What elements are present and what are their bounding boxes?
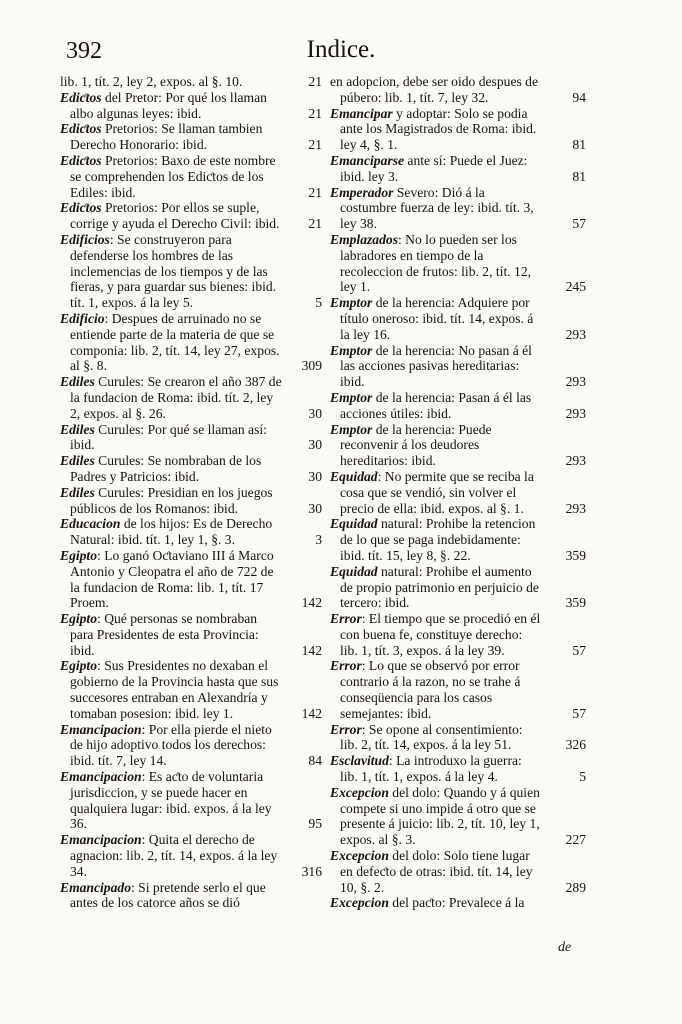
entry-page-ref: 81 (572, 137, 586, 153)
index-entry (60, 880, 322, 912)
entry-text: : El tiempo que se procedió en él con buena fe, constituye derecho: lib. 1, tít. 3, expos. á la ley 39. (340, 611, 541, 658)
entry-page-ref: 21 (308, 184, 322, 200)
entry-text: : Lo ganó Oƈtaviano III á Marco Antonio y Cleopatra el año de 722 de la fundacion de Roma: lib. 1, tít. 17 Proem. (70, 547, 274, 611)
entry-text: Curules: Se crearon el año 387 de la fundacion de Roma: ibid. tít. 2, ley 2, expos. al §. 26. (70, 374, 282, 421)
entry-page-ref: 30 (308, 500, 322, 516)
entry-page-ref: 21 (308, 74, 322, 89)
entry-page-ref: 21 (308, 105, 322, 121)
index-entry (60, 374, 322, 421)
index-entry (60, 516, 322, 548)
entry-page-ref: 142 (301, 642, 322, 658)
entry-page-ref: 142 (301, 595, 322, 611)
index-entry (330, 469, 586, 516)
entry-term: Ediles (60, 421, 95, 437)
index-entry (330, 153, 586, 185)
index-entry (330, 895, 586, 911)
catchword: de (558, 940, 572, 955)
index-entry (60, 90, 322, 122)
entry-text: : No lo pueden ser los labradores en tiempo de la recoleccion de frutos: lib. 2, tít. 12, ley 1. (340, 231, 532, 295)
entry-page-ref: 142 (301, 705, 322, 721)
entry-term: Esclavitud (330, 753, 389, 769)
index-entry (60, 548, 322, 611)
index-entry (330, 722, 586, 754)
index-entry (330, 564, 586, 611)
entry-page-ref: 309 (301, 358, 322, 374)
index-entry (60, 769, 322, 832)
index-entry (330, 295, 586, 342)
entry-page-ref: 293 (565, 405, 586, 421)
entry-page-ref: 30 (308, 468, 322, 484)
entry-text: de la herencia: Pasan á él las acciones útiles: ibid. (340, 389, 532, 421)
entry-page-ref: 316 (301, 863, 322, 879)
entry-term: Error (330, 611, 362, 627)
entry-page-ref: 95 (308, 816, 322, 832)
entry-term: Emplazados (330, 231, 398, 247)
entry-text: : Si pretende serlo el que antes de los catorce años se dió (70, 879, 266, 911)
entry-term: Ediƈtos (60, 152, 102, 168)
index-entry (60, 611, 322, 658)
index-entry (60, 453, 322, 485)
entry-text: natural: Prohibe el aumento de propio patrimonio en perjuicio de tercero: ibid. (340, 563, 539, 611)
entry-page-ref: 289 (565, 879, 586, 895)
entry-term: Emancipado (60, 879, 131, 895)
entry-term: Egipto (60, 547, 98, 563)
entry-text: : No permite que se reciba la cosa que se vendió, sin volver el precio de ella: ibid. expos. al §. 1. (340, 468, 534, 516)
entry-text: Pretorios: Baxo de este nombre se comprehenden los Ediƈtos de los Ediles: ibid. (70, 152, 276, 200)
entry-page-ref: 57 (572, 642, 586, 658)
entry-term: Emptor (330, 389, 373, 405)
entry-term: Egipto (60, 658, 98, 674)
entry-term: Emanciparse (330, 152, 405, 168)
entry-term: Egipto (60, 611, 98, 627)
entry-page-ref: 227 (565, 832, 586, 848)
entry-page-ref: 359 (565, 547, 586, 563)
entry-text: Curules: Se nombraban de los Padres y Patricios: ibid. (70, 453, 262, 484)
entry-page-ref: 94 (572, 89, 586, 105)
index-entry (330, 106, 586, 153)
entry-term: Emancipacion (60, 721, 142, 737)
right-column (330, 74, 586, 911)
entry-text: : Se opone al consentimiento: lib. 2, tít. 14, expos. á la ley 51. (340, 721, 523, 753)
entry-text: del dolo: Quando y á quien compete si uno impide á otro que se presente á juicio: lib. 2, tít. 10, ley 1, expos. al §. 3. (340, 784, 540, 848)
page-title: Indice. (306, 36, 376, 63)
entry-term: Excepcion (330, 784, 389, 800)
entry-text: Curules: Presidian en los juegos públicos de los Romanos: ibid. (70, 484, 273, 516)
entry-text: : Por ella pierde el nieto de hijo adoptivo todos los derechos: ibid. tít. 7, ley 14. (70, 721, 272, 769)
entry-page-ref: 5 (579, 769, 586, 785)
entry-page-ref: 359 (565, 595, 586, 611)
entry-page-ref: 293 (565, 326, 586, 342)
entry-text: en adopcion, debe ser oido despues de púbero: lib. 1, tít. 7, ley 32. (330, 74, 538, 105)
entry-term: Emptor (330, 421, 373, 437)
entry-text: : Sus Presidentes no dexaban el gobierno de la Provincia hasta que sus succesores entraban en Alexandría y tomaban posesion: ibid. ley 1. (70, 658, 279, 721)
entry-text: : Qué personas se nombraban para Presidentes de esta Provincia: ibid. (70, 611, 259, 658)
entry-page-ref: 293 (565, 374, 586, 390)
entry-page-ref: 293 (565, 453, 586, 469)
entry-text: Curules: Por qué se llaman así: ibid. (70, 421, 267, 453)
entry-term: Equidad (330, 468, 378, 484)
index-entry (60, 200, 322, 232)
entry-text: de la herencia: Puede reconvenir á los deudores hereditarios: ibid. (340, 421, 492, 469)
index-entry (60, 74, 322, 90)
index-entry (330, 658, 586, 721)
index-entry (60, 722, 322, 769)
index-entry (60, 153, 322, 200)
entry-text: Pretorios: Por ellos se suple, corrige y ayuda el Derecho Civil: ibid. (70, 200, 280, 232)
entry-page-ref: 293 (565, 500, 586, 516)
index-entry (60, 121, 322, 153)
entry-page-ref: 245 (565, 279, 586, 295)
entry-text: de la herencia: Adquiere por título oneroso: ibid. tít. 14, expos. á la ley 16. (340, 295, 534, 342)
entry-text: natural: Prohibe la retencion de lo que se paga indebidamente: ibid. tít. 15, ley 8, §. 22. (340, 516, 536, 563)
entry-term: Educacion (60, 516, 121, 532)
entry-page-ref: 57 (572, 216, 586, 232)
entry-text: del paƈto: Prevalece á la (388, 895, 525, 911)
index-entry (60, 311, 322, 374)
entry-term: Ediƈtos (60, 89, 102, 105)
entry-text: de los hijos: Es de Derecho Natural: ibid. tít. 1, ley 1, §. 3. (70, 516, 273, 548)
entry-text: : Se construyeron para defenderse los hombres de las inclemencias de los tiempos y de las fieras, y para guardar sus bienes: ibid. tít. 1, expos. á la ley 5. (70, 231, 277, 311)
entry-term: Excepcion (330, 895, 389, 911)
entry-term: Emancipar (330, 105, 393, 121)
index-entry (330, 753, 586, 785)
entry-term: Emancipacion (60, 832, 142, 848)
index-entry (60, 485, 322, 517)
entry-term: Ediƈtos (60, 121, 102, 137)
entry-text: del Pretor: Por qué los llaman albo algunas leyes: ibid. (70, 89, 267, 121)
index-entry (330, 785, 586, 848)
entry-term: Ediles (60, 484, 95, 500)
entry-term: Emptor (330, 295, 373, 311)
index-entry (330, 516, 586, 563)
entry-term: Ediles (60, 453, 95, 469)
entry-term: Equidad (330, 563, 378, 579)
entry-text: : Despues de arruinado no se entiende parte de la materia de que se componia: lib. 2, tít. 14, ley 27, expos. al §. 8. (70, 310, 280, 374)
index-entry (330, 848, 586, 895)
index-entry (330, 611, 586, 658)
index-entry (330, 343, 586, 390)
entry-term: Excepcion (330, 848, 389, 864)
entry-term: Emptor (330, 342, 373, 358)
entry-text: y adoptar: Solo se podia ante los Magistrados de Roma: ibid. ley 4, §. 1. (340, 105, 537, 153)
entry-page-ref: 30 (308, 437, 322, 453)
entry-text: : La introduxo la guerra: lib. 1, tít. 1, expos. á la ley 4. (340, 753, 522, 785)
entry-text: del dolo: Solo tiene lugar en defeƈto de otras: ibid. tít. 14, ley 10, §. 2. (340, 848, 533, 895)
index-entry (60, 832, 322, 879)
entry-page-ref: 30 (308, 405, 322, 421)
entry-term: Emancipacion (60, 769, 142, 785)
entry-term: Error (330, 658, 362, 674)
entry-text: ante sí: Puede el Juez: ibid. ley 3. (340, 152, 528, 184)
index-entry (330, 185, 586, 232)
entry-page-ref: 84 (308, 753, 322, 769)
entry-term: Ediles (60, 374, 95, 390)
entry-text: : Lo que se observó por error contrario á la razon, no se trahe á conseqüencia para los casos semejantes: ibid. (340, 658, 521, 721)
entry-term: Error (330, 721, 362, 737)
entry-page-ref: 21 (308, 216, 322, 232)
index-entry (330, 390, 586, 422)
entry-text: : Es aƈto de voluntaria jurisdiccion, y se puede hacer en qualquiera lugar: ibid. expos. á la ley 36. (70, 769, 272, 832)
entry-page-ref: 3 (315, 532, 322, 548)
entry-page-ref: 81 (572, 168, 586, 184)
index-entry (330, 232, 586, 295)
entry-text: lib. 1, tít. 2, ley 2, expos. al §. 10. (60, 74, 243, 89)
entry-text: : Quita el derecho de agnacion: lib. 2, tít. 14, expos. á la ley 34. (70, 832, 278, 879)
index-entry (60, 232, 322, 311)
index-entry (60, 422, 322, 454)
entry-term: Emperador (330, 184, 394, 200)
entry-text: de la herencia: No pasan á él las acciones pasivas hereditarias: ibid. (340, 342, 532, 390)
entry-page-ref: 57 (572, 705, 586, 721)
left-column (60, 74, 322, 911)
entry-term: Equidad (330, 516, 378, 532)
entry-page-ref: 21 (308, 137, 322, 153)
entry-page-ref: 5 (315, 295, 322, 311)
entry-text: Pretorios: Se llaman tambien Derecho Honorario: ibid. (70, 121, 263, 153)
entry-term: Edificio (60, 310, 105, 326)
index-entry (60, 658, 322, 721)
index-entry (330, 74, 586, 106)
page-number: 392 (66, 38, 102, 64)
index-entry (330, 422, 586, 469)
entry-text: Severo: Dió á la costumbre fuerza de ley: ibid. tít. 3, ley 38. (340, 184, 534, 232)
entry-page-ref: 326 (565, 737, 586, 753)
entry-term: Ediƈtos (60, 200, 102, 216)
entry-term: Edificios (60, 231, 110, 247)
